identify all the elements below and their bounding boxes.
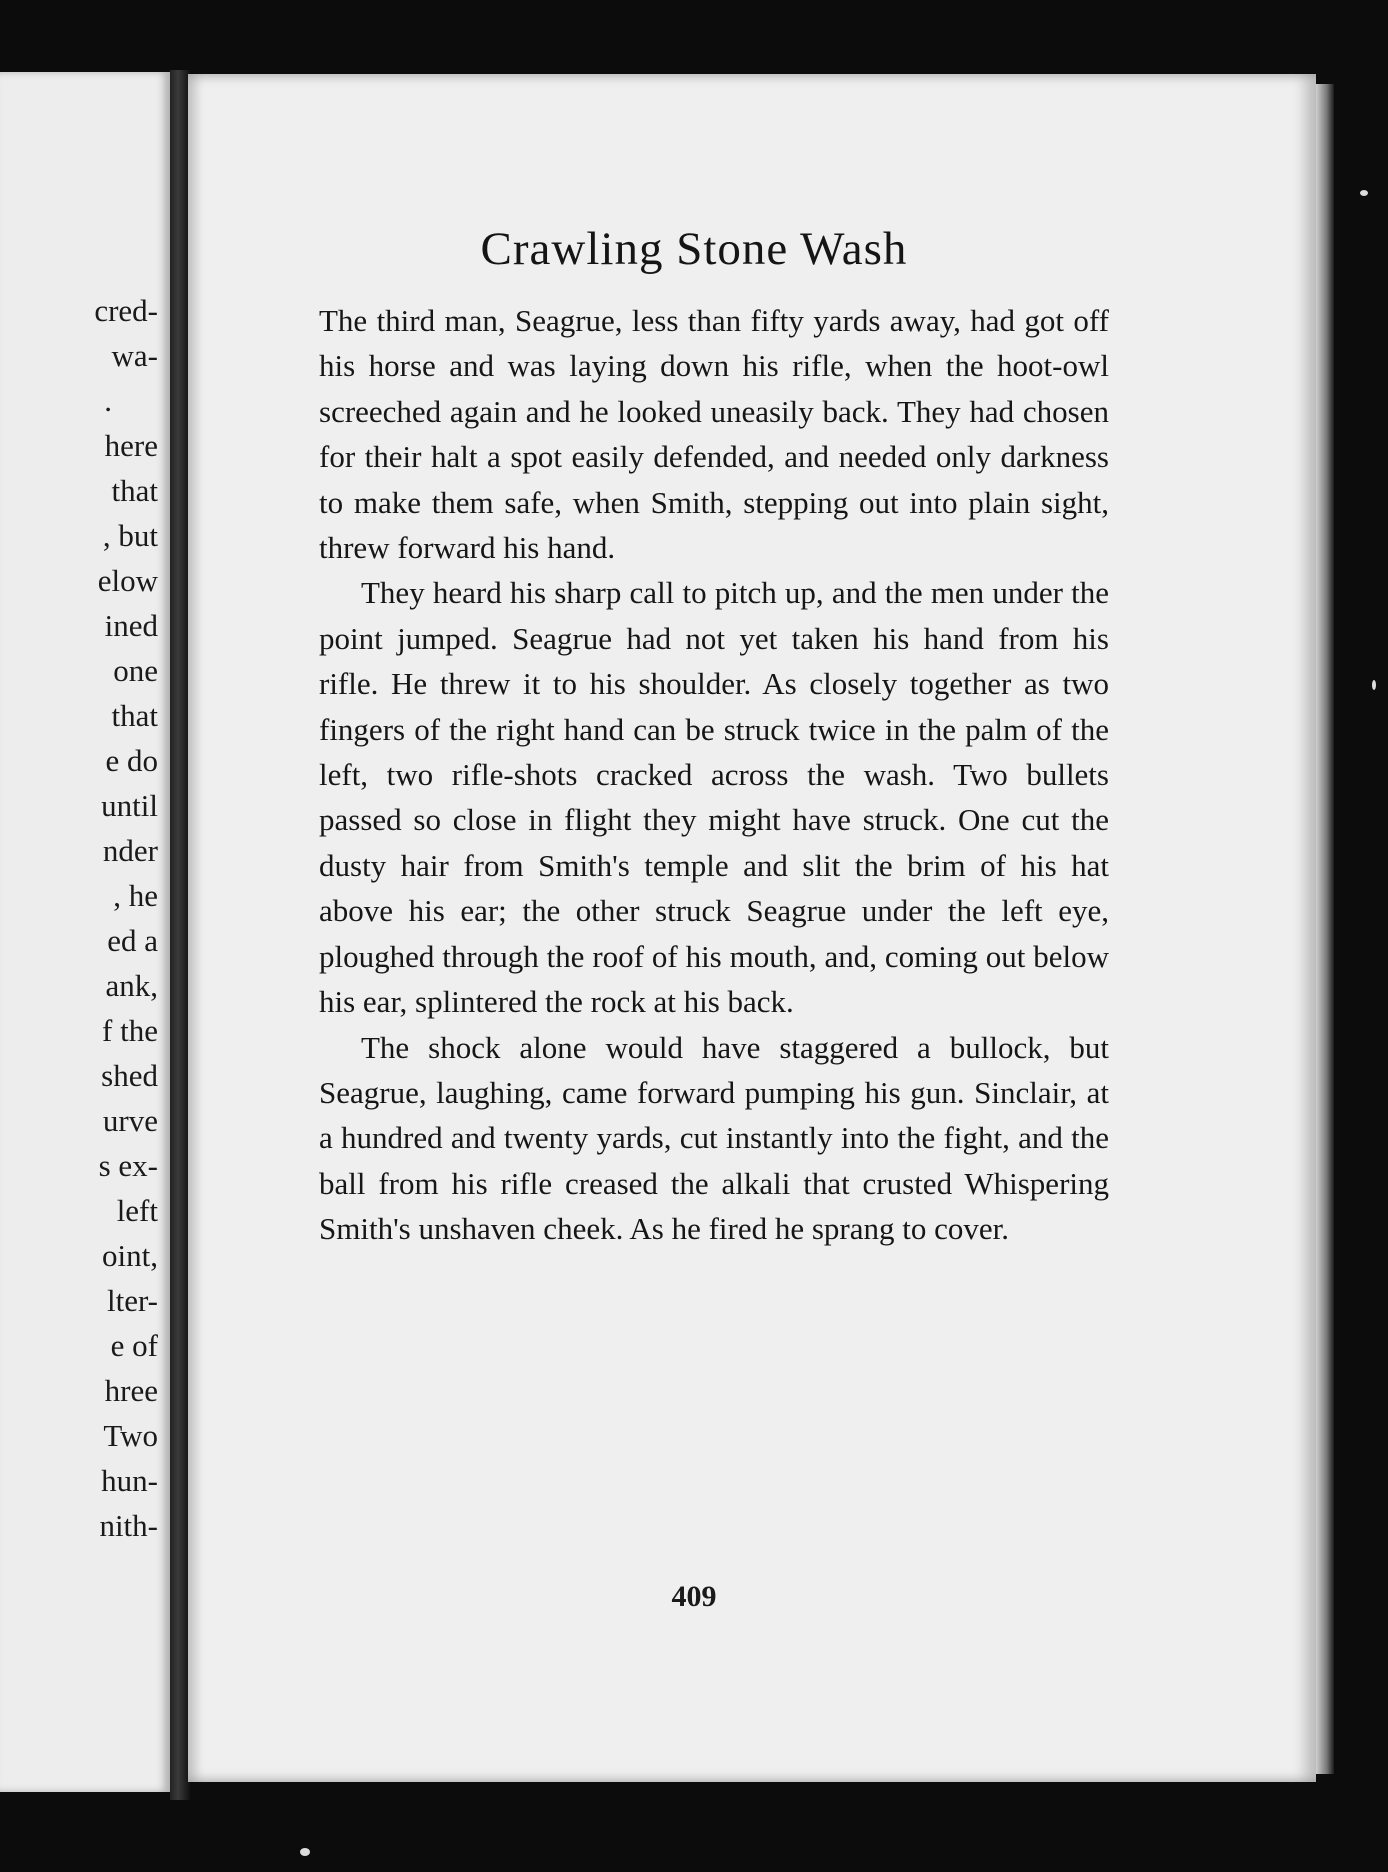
left-line: cred- <box>94 293 158 328</box>
page-number: 409 <box>671 1580 717 1613</box>
left-line: until <box>101 788 158 823</box>
body-text <box>319 298 1109 1252</box>
left-line: e of <box>110 1328 158 1363</box>
paragraph: The third man, Seagrue, less than fifty yards away, had got off his horse and was laying down his rifle, when the hoot-owl screeched again and he looked uneasily back. They had chosen for their halt a spot easily defended, and needed only darkness to make them safe, when Smith, stepping out into plain sight, threw forward his hand. <box>319 303 1109 566</box>
paragraph: They heard his sharp call to pitch up, and the men under the point jumped. Seagrue had not yet taken his hand from his rifle. He threw it to his shoulder. As closely together as two fingers of the right hand can be struck twice in the palm of the left, two rifle-shots cracked across the wash. Two bullets passed so close in flight they might have struck. One cut the dusty hair from Smith's temple and slit the brim of his hat above his ear; the other struck Seagrue under the left eye, ploughed through the roof of his mouth, and, coming out below his ear, splintered the rock at his back. <box>319 575 1109 1020</box>
left-line: ank, <box>105 968 158 1003</box>
left-line: shed <box>101 1058 158 1093</box>
running-head: Crawling Stone Wash <box>480 223 908 275</box>
left-line: . <box>104 383 112 418</box>
left-line: left <box>116 1193 158 1228</box>
left-line: here <box>104 428 158 463</box>
paragraph: The shock alone would have staggered a bullock, but Seagrue, laughing, came forward pumping his gun. Sinclair, at a hundred and twenty yards, cut instantly into the fight, and the ball from his rifle creased the alkali that crusted Whispering Smith's unshaven cheek. As he fired he sprang to cover. <box>319 1029 1109 1247</box>
scan-speck <box>300 1848 310 1856</box>
left-line: e do <box>105 743 158 778</box>
scan-speck <box>1360 190 1368 196</box>
left-page-fragment <box>0 72 170 1792</box>
page-edge <box>1316 84 1334 1774</box>
left-line: lter- <box>106 1283 158 1318</box>
left-line: oint, <box>102 1238 158 1273</box>
left-line: hree <box>104 1373 158 1408</box>
left-line: f the <box>102 1013 158 1048</box>
left-line: that <box>111 473 158 508</box>
left-line: ined <box>104 608 158 643</box>
left-line: wa- <box>111 338 158 373</box>
left-line: , but <box>102 518 158 553</box>
book-gutter <box>170 70 190 1800</box>
left-line: urve <box>102 1103 158 1138</box>
scan-speck <box>1372 680 1376 690</box>
left-line: s ex- <box>98 1148 158 1183</box>
left-line: one <box>113 653 158 688</box>
left-line: hun- <box>101 1463 158 1498</box>
left-line: nder <box>102 833 158 868</box>
left-line: elow <box>97 563 158 598</box>
left-line: ed a <box>107 923 158 958</box>
left-line: that <box>111 698 158 733</box>
left-line: Two <box>103 1418 158 1453</box>
left-line: nith- <box>99 1508 158 1543</box>
left-line: , he <box>113 878 158 913</box>
